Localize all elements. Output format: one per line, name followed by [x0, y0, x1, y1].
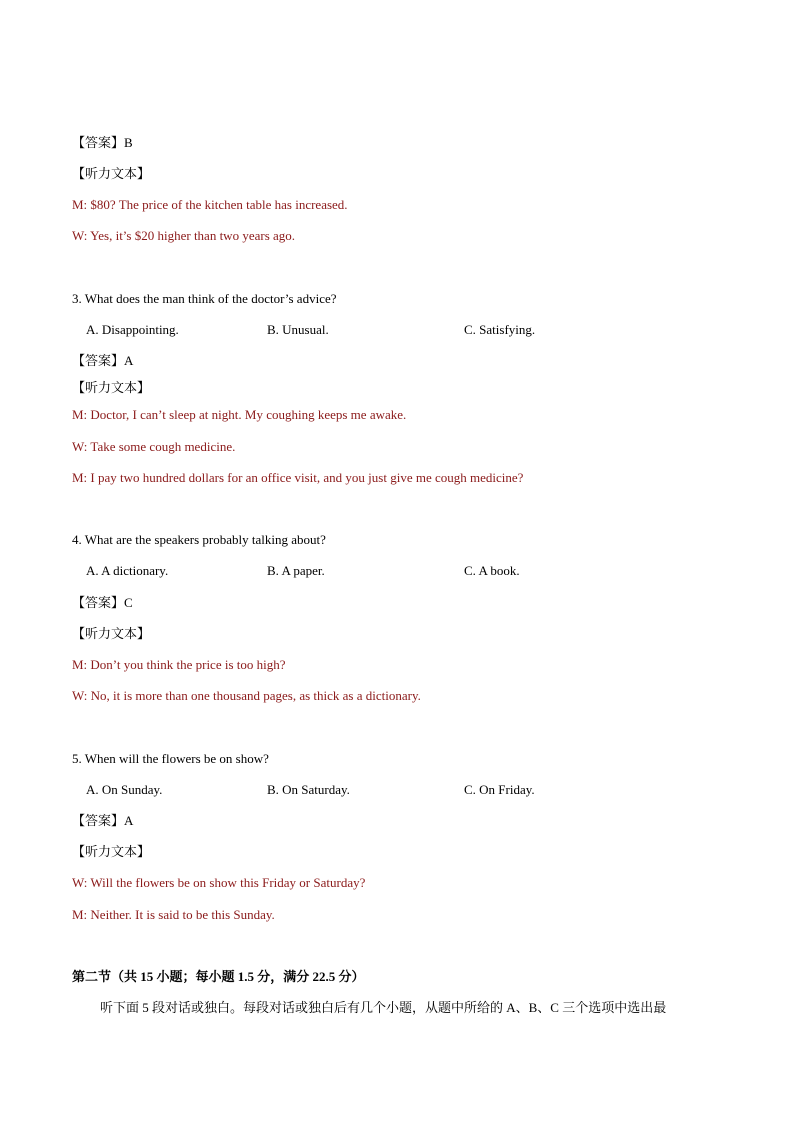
question-5: 5. When will the flowers be on show? [72, 751, 269, 766]
transcript-line: M: Don’t you think the price is too high? [72, 657, 286, 672]
transcript-label-q4: 【听力文本】 [72, 626, 151, 641]
answer-value: A [124, 813, 134, 828]
answer-label: 【答案】 [72, 813, 125, 828]
section-instruction: 听下面 5 段对话或独白。每段对话或独白后有几个小题，从题中所给的 A、B、C 三个选项中选出最 [100, 1000, 667, 1015]
transcript-label-q5: 【听力文本】 [72, 844, 151, 859]
option-a: A. Disappointing. [86, 322, 179, 337]
transcript-label-q2: 【听力文本】 [72, 166, 151, 181]
answer-label: 【答案】 [72, 135, 125, 150]
option-b: B. Unusual. [267, 322, 329, 337]
answer-label: 【答案】 [72, 595, 125, 610]
option-b: B. On Saturday. [267, 782, 350, 797]
answer-value: B [124, 135, 133, 150]
transcript-line: W: Will the flowers be on show this Friday or Saturday? [72, 875, 366, 890]
answer-line-q4 [72, 594, 133, 612]
transcript-line: M: I pay two hundred dollars for an office visit, and you just give me cough medicine? [72, 470, 524, 485]
question-3: 3. What does the man think of the doctor’s advice? [72, 291, 337, 306]
option-c: C. A book. [464, 563, 520, 578]
option-a: A. A dictionary. [86, 563, 169, 578]
answer-label: 【答案】 [72, 353, 125, 368]
answer-line-q5 [72, 812, 133, 830]
answer-line-q3 [72, 352, 133, 370]
transcript-line: M: Neither. It is said to be this Sunday. [72, 907, 275, 922]
option-a: A. On Sunday. [86, 782, 163, 797]
option-c: C. Satisfying. [464, 322, 536, 337]
transcript-line: M: $80? The price of the kitchen table has increased. [72, 197, 348, 212]
section-heading: 第二节（共 15 小题；每小题 1.5 分，满分 22.5 分） [72, 969, 365, 984]
transcript-line: M: Doctor, I can’t sleep at night. My coughing keeps me awake. [72, 407, 407, 422]
answer-line-q2 [72, 134, 133, 152]
transcript-line: W: Take some cough medicine. [72, 439, 236, 454]
transcript-line: W: No, it is more than one thousand pages, as thick as a dictionary. [72, 688, 421, 703]
transcript-label-q3: 【听力文本】 [72, 380, 151, 395]
option-b: B. A paper. [267, 563, 325, 578]
option-c: C. On Friday. [464, 782, 535, 797]
transcript-line: W: Yes, it’s $20 higher than two years ago. [72, 228, 296, 243]
question-4: 4. What are the speakers probably talking about? [72, 532, 326, 547]
answer-value: A [124, 353, 134, 368]
answer-value: C [124, 595, 133, 610]
